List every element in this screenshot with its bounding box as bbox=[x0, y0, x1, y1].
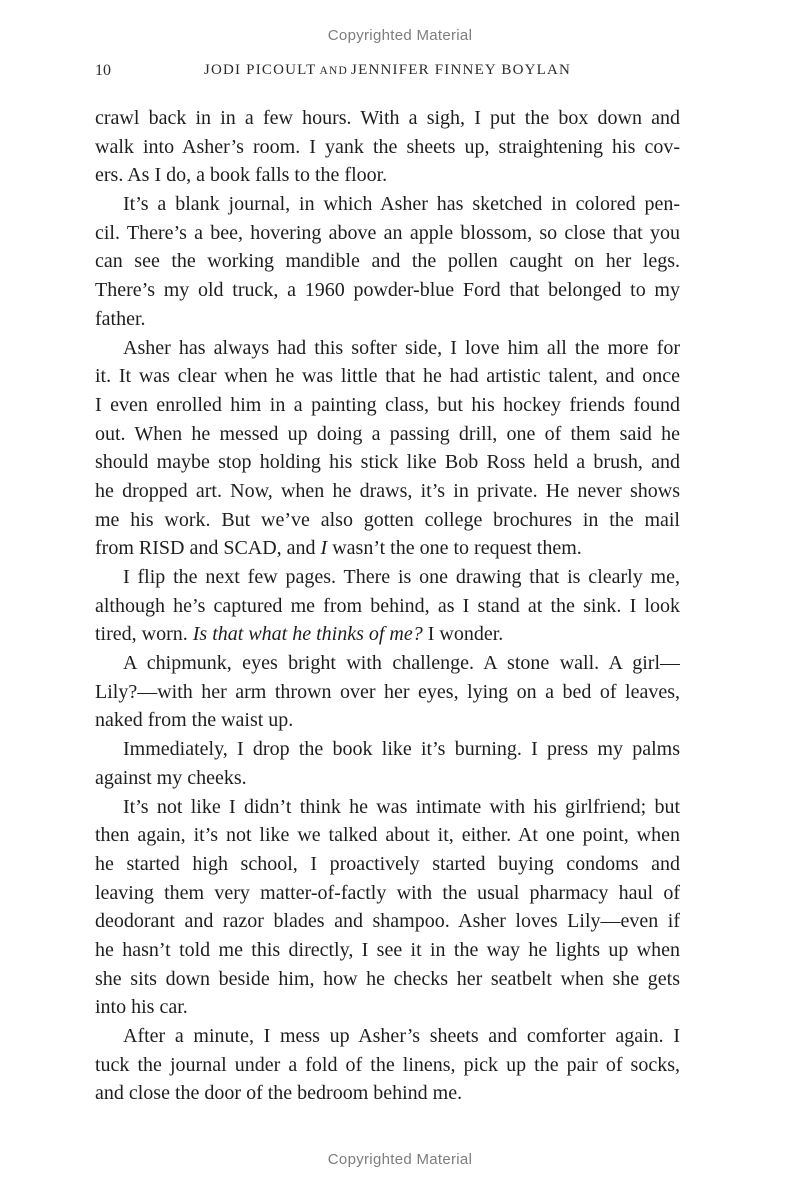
body-line: and close the door of the bedroom behind me. bbox=[95, 1082, 463, 1105]
body-line: father. bbox=[95, 307, 146, 330]
paragraph bbox=[95, 793, 680, 1023]
paragraph bbox=[95, 334, 680, 564]
body-line: After a minute, I mess up Asher’s sheets and comforter again. I bbox=[123, 1025, 680, 1047]
body-line: into his car. bbox=[95, 996, 188, 1019]
body-line: out. When he messed up doing a passing drill, one of them said he bbox=[95, 422, 680, 445]
body-line: tuck the journal under a fold of the linens, pick up the pair of socks, bbox=[95, 1053, 680, 1076]
page-number: 10 bbox=[95, 62, 111, 79]
body-line: It’s a blank journal, in which Asher has sketched in colored pen- bbox=[123, 193, 680, 216]
body-line: cil. There’s a bee, hovering above an apple blossom, so close that you bbox=[95, 221, 680, 244]
running-header-author1: JODI PICOULT bbox=[203, 62, 317, 78]
copyright-notice-top: Copyrighted Material bbox=[327, 27, 473, 44]
paragraph bbox=[95, 1022, 680, 1108]
body-line: Lily?—with her arm thrown over her eyes, lying on a bed of leaves, bbox=[95, 680, 680, 703]
paragraph bbox=[95, 104, 680, 190]
body-line: There’s my old truck, a 1960 powder-blue Ford that belonged to my bbox=[95, 279, 680, 302]
body-line: should maybe stop holding his stick like Bob Ross held a brush, and bbox=[95, 451, 680, 474]
body-line: A chipmunk, eyes bright with challenge. A stone wall. A girl— bbox=[123, 652, 680, 675]
paragraph bbox=[95, 649, 680, 735]
body-line: tired, worn. Is that what he thinks of me? I wonder. bbox=[95, 623, 504, 646]
body-line: against my cheeks. bbox=[95, 766, 247, 789]
page-text bbox=[95, 104, 680, 1108]
copyright-notice-bottom: Copyrighted Material bbox=[327, 1151, 473, 1168]
paragraph bbox=[95, 563, 680, 649]
body-line: it. It was clear when he was little that he had artistic talent, and once bbox=[95, 365, 680, 388]
body-line: from RISD and SCAD, and I wasn’t the one to request them. bbox=[95, 537, 582, 560]
body-line: I even enrolled him in a painting class, but his hockey friends found bbox=[95, 393, 680, 416]
body-line: It’s not like I didn’t think he was intimate with his girlfriend; but bbox=[123, 795, 680, 818]
body-line: naked from the waist up. bbox=[95, 709, 294, 732]
paragraph bbox=[95, 190, 680, 333]
body-line: walk into Asher’s room. I yank the sheets up, straightening his cov- bbox=[95, 135, 680, 158]
running-header-author2: JENNIFER FINNEY BOYLAN bbox=[351, 62, 572, 78]
body-line: he hasn’t told me this directly, I see it in the way he lights up when bbox=[95, 938, 680, 961]
body-line: Immediately, I drop the book like it’s burning. I press my palms bbox=[123, 738, 680, 761]
body-line: she sits down beside him, how he checks her seatbelt when she gets bbox=[95, 967, 680, 990]
body-line: Asher has always had this softer side, I love him all the more for bbox=[123, 336, 680, 359]
body-line: leaving them very matter-of-factly with the usual pharmacy haul of bbox=[95, 881, 680, 904]
body-line: crawl back in in a few hours. With a sigh, I put the box down and bbox=[95, 107, 680, 129]
body-line: I flip the next few pages. There is one drawing that is clearly me, bbox=[123, 566, 680, 588]
body-line: ers. As I do, a book falls to the floor. bbox=[95, 164, 388, 187]
body-line: can see the working mandible and the pollen caught on her legs. bbox=[95, 250, 680, 273]
body-line: me his work. But we’ve also gotten college brochures in the mail bbox=[95, 508, 680, 531]
body-line: he dropped art. Now, when he draws, it’s in private. He never shows bbox=[95, 479, 680, 502]
page-header bbox=[95, 61, 680, 81]
body-line: he started high school, I proactively started buying condoms and bbox=[95, 852, 680, 875]
body-line: although he’s captured me from behind, as I stand at the sink. I look bbox=[95, 594, 680, 617]
running-header-and: AND bbox=[319, 65, 349, 77]
body-line: deodorant and razor blades and shampoo. Asher loves Lily—even if bbox=[95, 910, 680, 933]
running-header bbox=[95, 61, 680, 79]
body-line: then again, it’s not like we talked about it, either. At one point, when bbox=[95, 824, 680, 847]
paragraph bbox=[95, 735, 680, 792]
